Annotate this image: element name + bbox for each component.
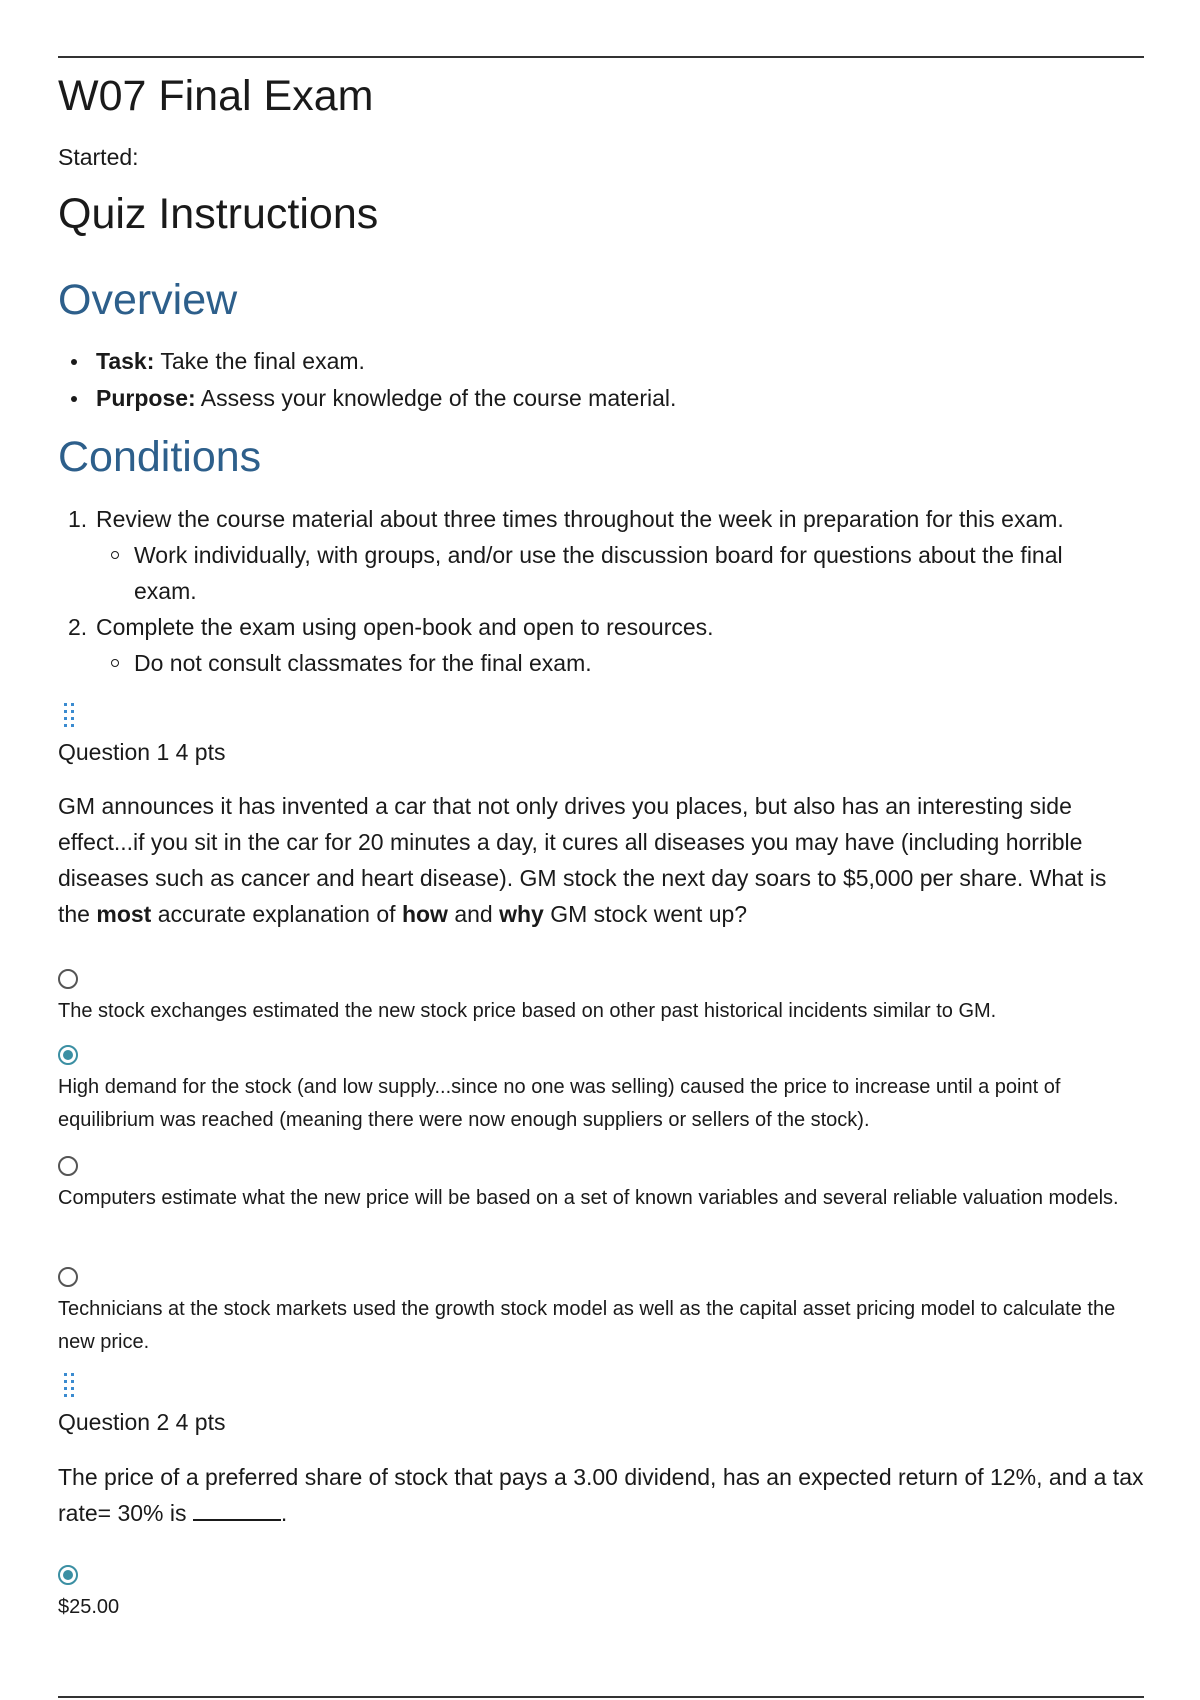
- overview-item-text: Assess your knowledge of the course material.: [195, 385, 677, 411]
- bottom-divider: [58, 1696, 1144, 1698]
- answer-text: High demand for the stock (and low supply...since no one was selling) caused the price to increase until a point of equilibrium was reached (meaning there were now enough suppliers or sellers of the stock).: [58, 1076, 1061, 1131]
- overview-list: [58, 345, 676, 419]
- answer-text: $25.00: [58, 1596, 120, 1618]
- fill-in-blank: [193, 1501, 281, 1521]
- question-1-text: GM announces it has invented a car that not only drives you places, but also has an interesting side effect...if you sit in the car for 20 minutes a day, it cures all diseases you may have (including horrible diseases such as cancer and heart disease). GM stock the next day soars to $5,000 per share. What is the most accurate explanation of how and why GM stock went up?: [58, 793, 1107, 927]
- condition-number: 2.: [68, 614, 88, 640]
- answer-radio-selected[interactable]: [58, 1045, 78, 1065]
- answer-text: Technicians at the stock markets used the growth stock model as well as the capital asset pricing model to calculate the new price.: [58, 1298, 1116, 1353]
- answer-radio[interactable]: [58, 969, 78, 989]
- answer-radio[interactable]: [58, 1156, 78, 1176]
- condition-text: Complete the exam using open-book and open to resources.: [96, 614, 714, 640]
- overview-heading: Overview: [58, 276, 238, 324]
- condition-item-1: [58, 501, 1144, 537]
- question-2-drag-handle-icon[interactable]: [64, 1373, 78, 1397]
- started-label: Started:: [58, 144, 139, 170]
- overview-item-label: Purpose:: [96, 385, 196, 411]
- answer-radio[interactable]: [58, 1267, 78, 1287]
- question-1-header: Question 1 4 pts: [58, 739, 226, 765]
- exam-page: [58, 0, 1144, 1700]
- answer-radio-selected[interactable]: [58, 1565, 78, 1585]
- condition-number: 1.: [68, 506, 88, 532]
- overview-item-task: [58, 345, 676, 382]
- answer-text: Computers estimate what the new price will be based on a set of known variables and several reliable valuation models.: [58, 1187, 1119, 1209]
- condition-subitem-1: Work individually, with groups, and/or use the discussion board for questions about the final exam.: [58, 537, 1144, 609]
- overview-item-label: Task:: [96, 348, 155, 374]
- overview-item-text: Take the final exam.: [154, 348, 365, 374]
- answer-text: The stock exchanges estimated the new stock price based on other past historical incidents similar to GM.: [58, 1000, 997, 1022]
- question-2-text: The price of a preferred share of stock that pays a 3.00 dividend, has an expected return of 12%, and a tax rate= 30% is .: [58, 1464, 1144, 1526]
- condition-item-2: [58, 609, 1144, 645]
- quiz-instructions-title: Quiz Instructions: [58, 190, 379, 238]
- top-divider: [58, 56, 1144, 58]
- conditions-heading: Conditions: [58, 433, 262, 481]
- exam-title: W07 Final Exam: [58, 72, 374, 120]
- question-2-header: Question 2 4 pts: [58, 1409, 226, 1435]
- conditions-list: [58, 501, 1144, 681]
- overview-item-purpose: [58, 382, 676, 419]
- question-1-drag-handle-icon[interactable]: [64, 703, 78, 727]
- condition-subitem-2: Do not consult classmates for the final exam.: [58, 645, 1144, 681]
- condition-text: Review the course material about three times throughout the week in preparation for this exam.: [96, 506, 1064, 532]
